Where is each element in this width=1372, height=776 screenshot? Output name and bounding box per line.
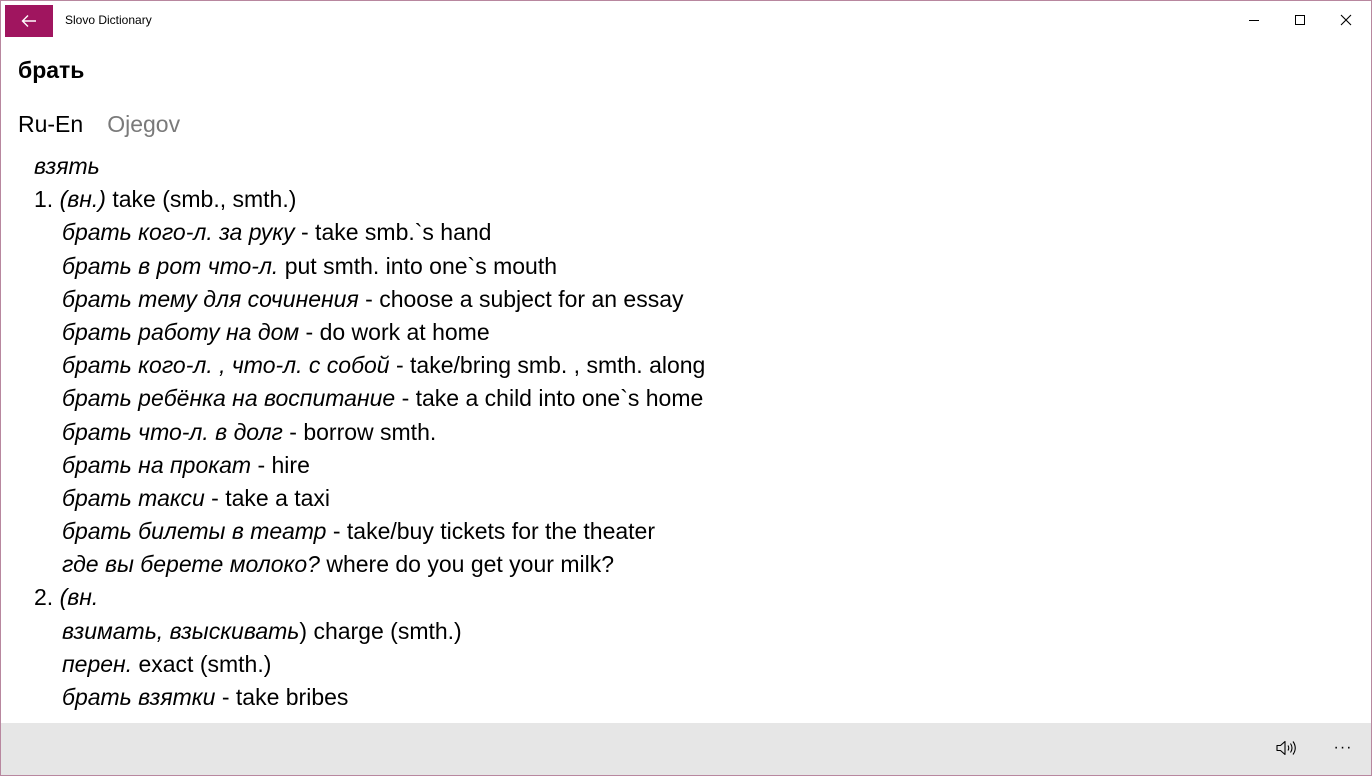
entry-phrase: брать ребёнка на воспитание	[62, 385, 396, 412]
entry-phrase: перен.	[62, 650, 133, 677]
more-options-button[interactable]: ···	[1333, 739, 1353, 756]
entry-phrase: брать взятки	[62, 684, 216, 710]
entry-line	[34, 449, 1334, 482]
entry-line	[34, 681, 1334, 714]
entry-translation: - take/bring smb. , smth. along	[389, 352, 706, 379]
entry-line	[34, 515, 1334, 548]
entry-line	[34, 183, 1334, 216]
entry-content	[34, 150, 1334, 720]
tab-ojegov[interactable]: Ojegov	[107, 111, 181, 137]
entry-phrase: (вн.	[59, 584, 99, 611]
entry-line	[34, 482, 1334, 515]
maximize-button[interactable]	[1277, 5, 1323, 35]
back-button[interactable]	[5, 5, 53, 37]
entry-translation: put smth. into one`s mouth	[278, 252, 558, 279]
entry-phrase: брать в рот что-л.	[62, 252, 279, 279]
entry-translation: 2.	[34, 584, 60, 611]
entry-translation: - hire	[251, 451, 310, 478]
entry-line	[34, 581, 1334, 614]
entry-line	[34, 150, 1334, 183]
entry-translation: - take/buy tickets for the theater	[326, 518, 656, 545]
entry-translation: exact (smth.)	[132, 650, 272, 677]
entry-phrase: взимать, взыскивать	[62, 617, 300, 644]
entry-translation: where do you get your milk?	[319, 551, 614, 578]
entry-phrase: брать на прокат	[62, 451, 252, 478]
entry-phrase: брать кого-л. , что-л. с собой	[62, 352, 390, 379]
dictionary-tabs	[18, 109, 180, 139]
entry-line	[34, 615, 1334, 648]
back-arrow-icon	[21, 14, 37, 28]
entry-translation: 1.	[34, 186, 60, 213]
bottom-app-bar	[1, 723, 1371, 775]
entry-translation: - take a taxi	[204, 484, 331, 511]
entry-line	[34, 382, 1334, 415]
entry-translation: take (smb., smth.)	[105, 186, 297, 213]
title-bar	[1, 1, 1371, 37]
entry-translation: - do work at home	[299, 318, 490, 345]
close-icon	[1340, 14, 1352, 26]
entry-phrase: брать билеты в театр	[62, 518, 327, 545]
entry-line	[34, 283, 1334, 316]
entry-line	[34, 216, 1334, 249]
entry-phrase: брать что-л. в долг	[62, 418, 283, 445]
entry-line	[34, 349, 1334, 382]
entry-line	[34, 250, 1334, 283]
entry-translation: - take bribes	[215, 684, 349, 710]
entry-line	[34, 648, 1334, 681]
entry-phrase: брать работу на дом	[62, 318, 300, 345]
headword: брать	[18, 57, 85, 83]
entry-translation: - take smb.`s hand	[294, 219, 492, 246]
entry-translation: ) charge (smth.)	[299, 617, 462, 644]
entry-phrase: брать кого-л. за руку	[62, 219, 295, 246]
entry-phrase: брать такси	[62, 484, 205, 511]
tab-ru-en[interactable]: Ru-En	[18, 111, 84, 137]
close-button[interactable]	[1323, 5, 1369, 35]
entry-line	[34, 316, 1334, 349]
entry-translation: - take a child into one`s home	[395, 385, 704, 412]
app-title: Slovo Dictionary	[65, 13, 152, 27]
minimize-button[interactable]	[1231, 5, 1277, 35]
speaker-icon	[1275, 739, 1299, 757]
entry-line	[34, 548, 1334, 581]
maximize-icon	[1294, 14, 1306, 26]
entry-phrase: где вы берете молоко?	[62, 551, 320, 578]
entry-translation: - choose a subject for an essay	[358, 285, 684, 312]
entry-translation: - borrow smth.	[282, 418, 437, 445]
entry-phrase: брать тему для сочинения	[62, 285, 359, 312]
pronounce-button[interactable]	[1267, 733, 1307, 763]
entry-line	[34, 416, 1334, 449]
minimize-icon	[1248, 14, 1260, 26]
entry-phrase: (вн.)	[59, 186, 106, 213]
entry-phrase: взять	[34, 153, 100, 179]
